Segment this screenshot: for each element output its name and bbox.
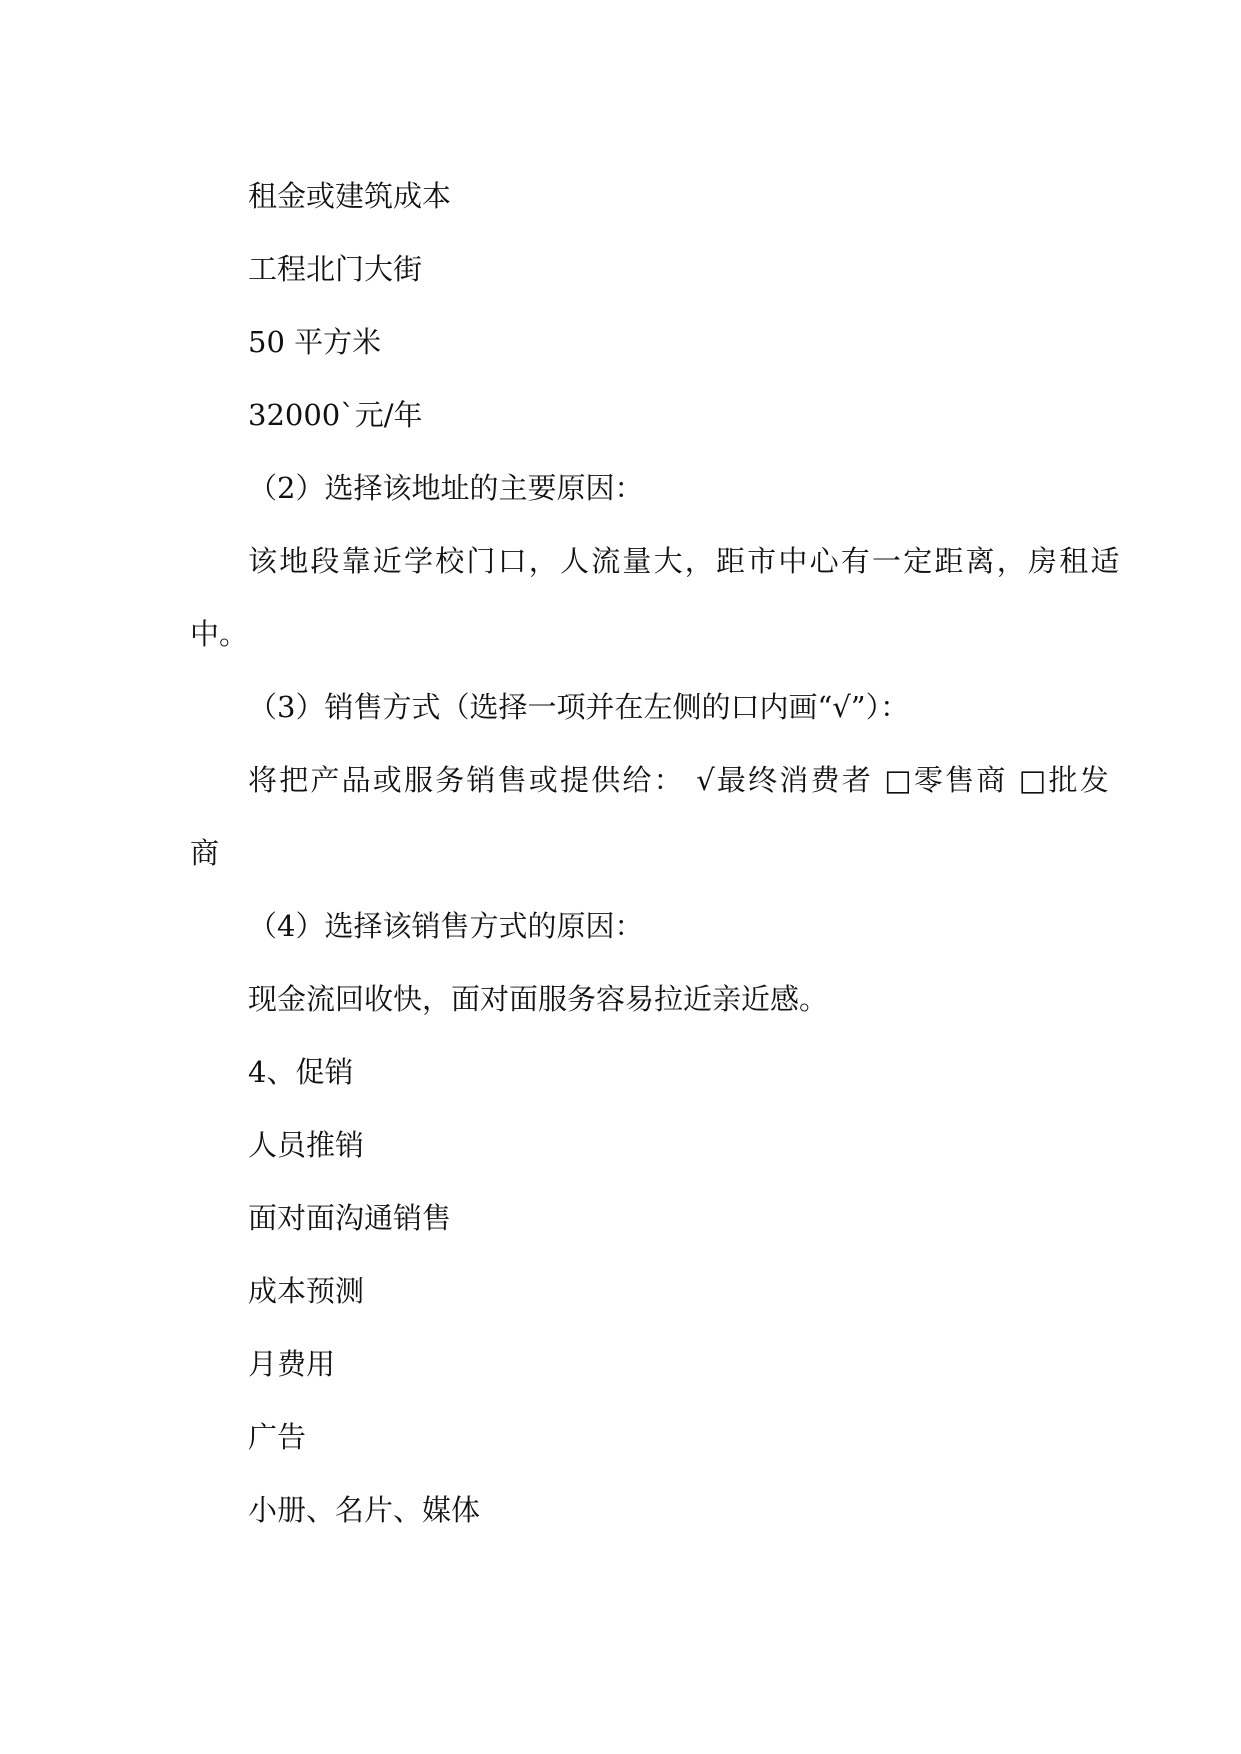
- promotion-heading: 4、促销: [248, 1055, 354, 1089]
- location-value: 工程北门大街: [248, 252, 423, 286]
- rent-or-construction-cost-label: 租金或建筑成本: [248, 179, 452, 213]
- section-4-heading: （4）选择该销售方式的原因：: [248, 909, 644, 943]
- sales-method-options-line-2: 商: [190, 836, 220, 870]
- section-2-heading: （2）选择该地址的主要原因：: [248, 471, 644, 505]
- personal-selling-detail: 面对面沟通销售: [248, 1201, 452, 1235]
- area-value: 50 平方米: [248, 325, 382, 359]
- cost-forecast-label: 成本预测: [248, 1274, 365, 1308]
- sales-method-reason-paragraph: 现金流回收快，面对面服务容易拉近亲近感。: [248, 982, 829, 1016]
- advertising-detail: 小册、名片、媒体: [248, 1493, 481, 1527]
- section-3-heading: （3）销售方式（选择一项并在左侧的口内画“√”）：: [248, 690, 910, 724]
- sales-method-options-line-1: 将把产品或服务销售或提供给： √最终消费者 □零售商 □批发: [248, 763, 1111, 797]
- location-reason-paragraph-line-2: 中。: [190, 617, 249, 651]
- monthly-cost-label: 月费用: [248, 1347, 336, 1381]
- location-reason-paragraph-line-1: 该地段靠近学校门口，人流量大，距市中心有一定距离，房租适: [248, 544, 1122, 578]
- rent-value: 32000`元/年: [248, 398, 423, 432]
- advertising-label: 广告: [248, 1420, 307, 1454]
- personal-selling-label: 人员推销: [248, 1128, 365, 1162]
